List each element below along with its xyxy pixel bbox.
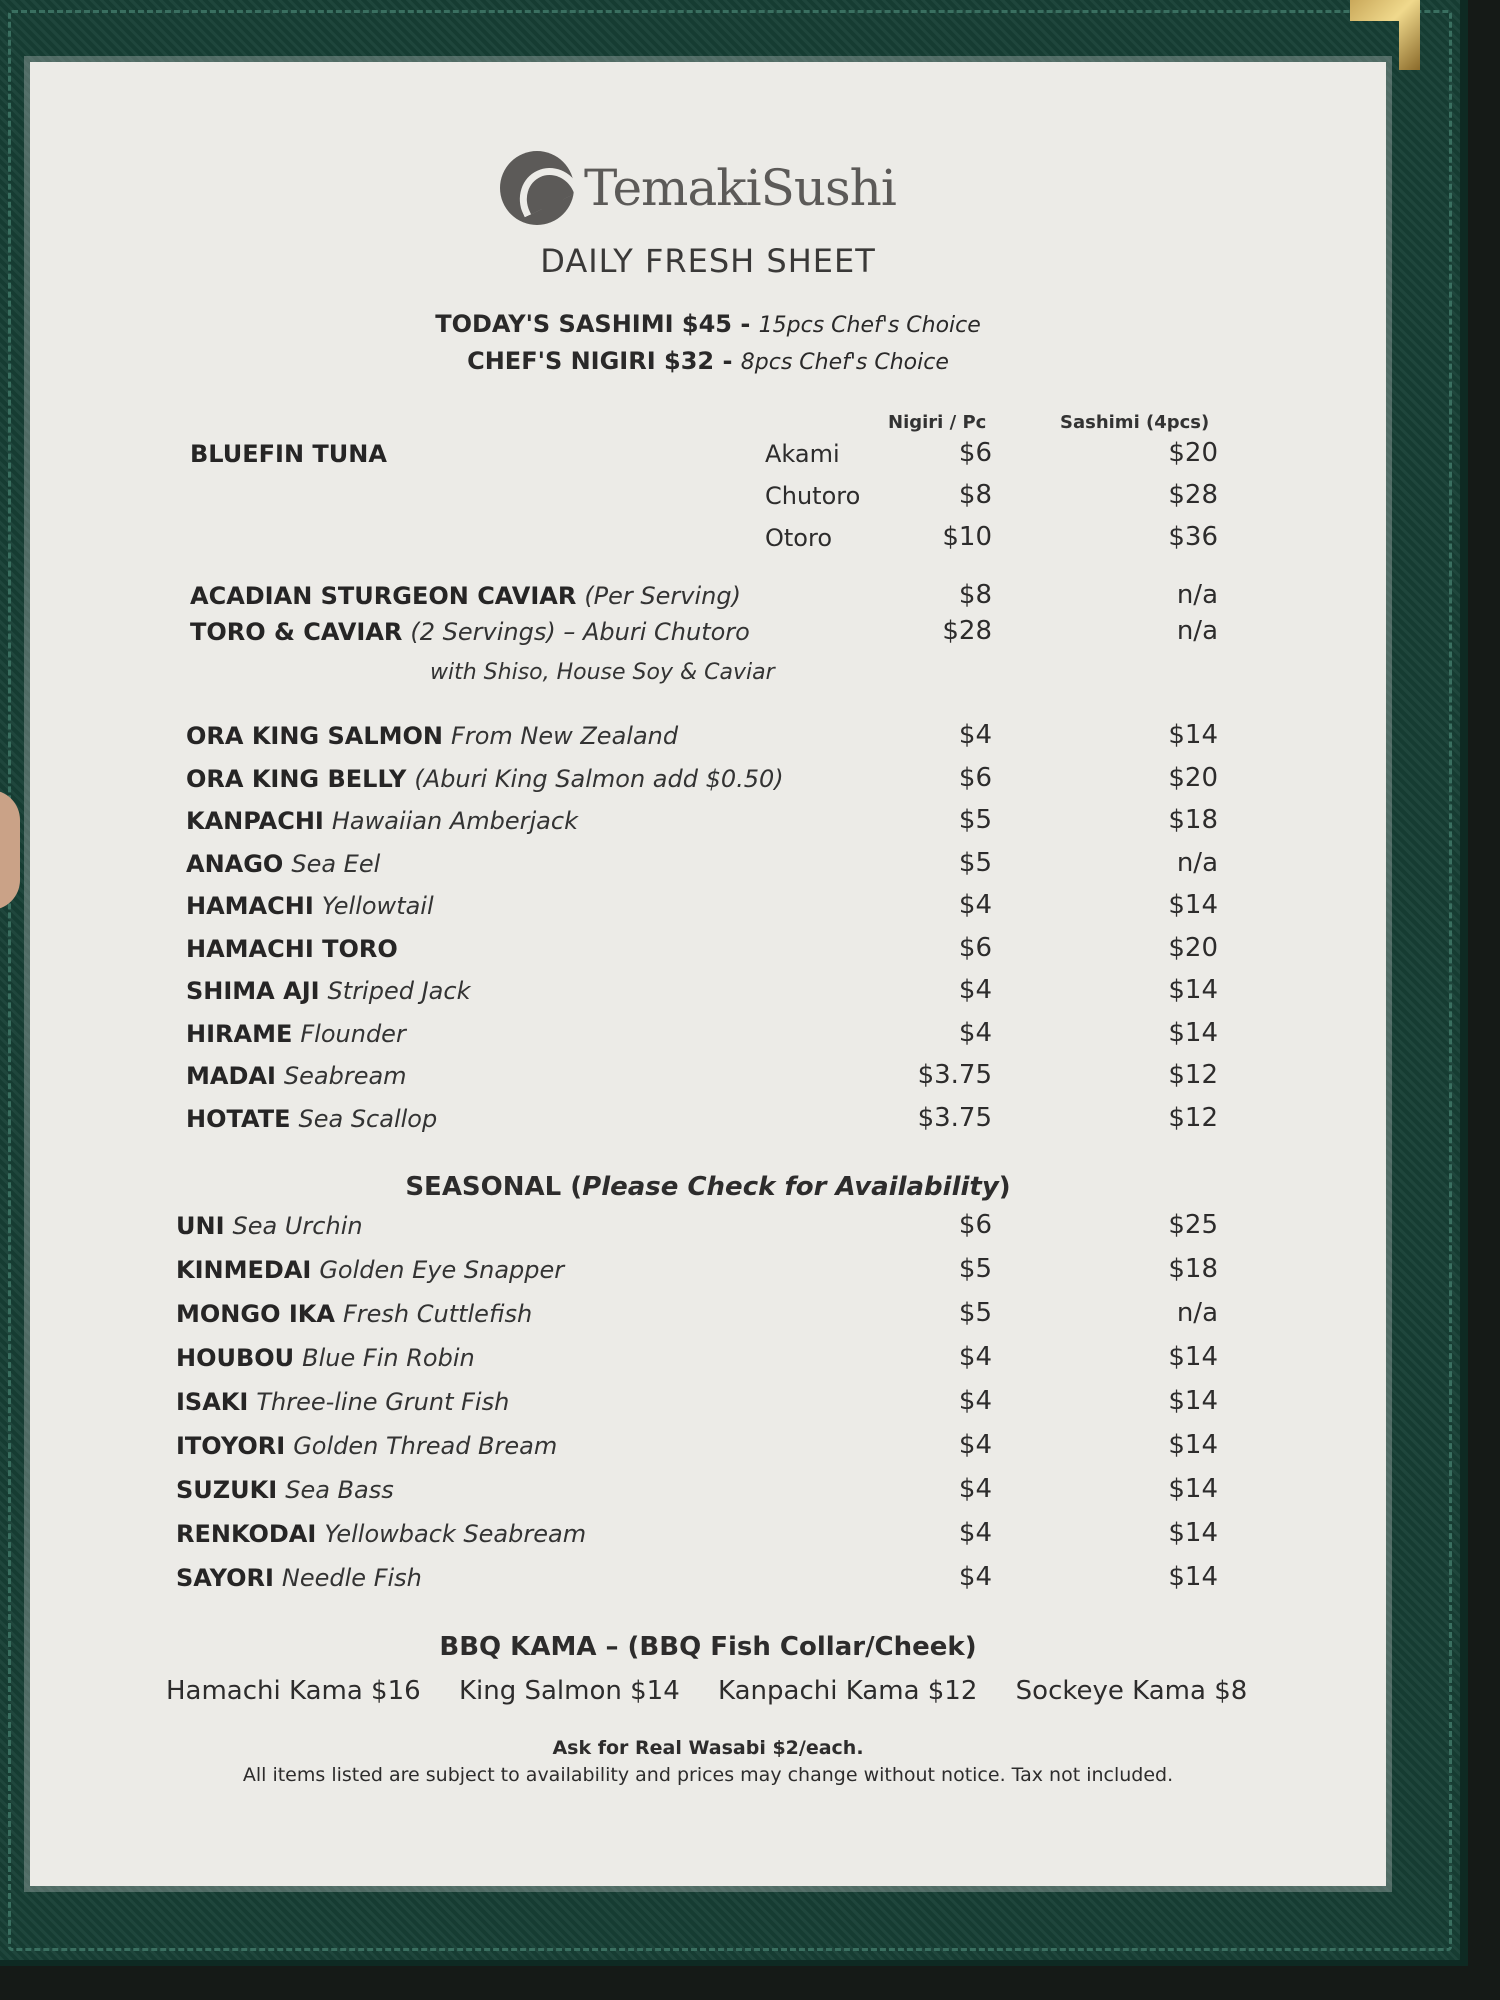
item-title: SHIMA AJI	[186, 977, 320, 1005]
logo-icon	[500, 151, 574, 225]
item-name	[186, 1020, 406, 1048]
nigiri-price: $6	[958, 1210, 992, 1240]
sashimi-price: n/a	[1176, 580, 1218, 610]
item-name	[186, 977, 470, 1005]
item-name	[176, 1212, 363, 1240]
bbq-heading: BBQ KAMA – (BBQ Fish Collar/Cheek)	[439, 1632, 977, 1662]
item-desc: Blue Fin Robin	[302, 1344, 475, 1372]
sashimi-price: $14	[1168, 890, 1218, 920]
item-name	[176, 1344, 475, 1372]
nigiri-price: $4	[958, 1386, 992, 1416]
item-title: HAMACHI	[186, 892, 314, 920]
nigiri-price: $3.75	[917, 1060, 992, 1090]
item-title: ITOYORI	[176, 1432, 286, 1460]
item-desc: Fresh Cuttlefish	[342, 1300, 533, 1328]
special-label: TODAY'S SASHIMI $45 -	[435, 310, 751, 338]
item-desc: (Aburi King Salmon add $0.50)	[414, 764, 784, 793]
nigiri-price: $5	[958, 847, 992, 878]
item-desc: Sea Urchin	[232, 1212, 363, 1240]
item-desc: Yellowback Seabream	[324, 1520, 587, 1548]
seasonal-heading: SEASONAL (Please Check for Availability)	[405, 1172, 1011, 1202]
item-desc: From New Zealand	[451, 722, 679, 750]
bluefin-cut-name: Chutoro	[765, 482, 861, 510]
nigiri-price: $4	[958, 975, 992, 1005]
sashimi-price: $18	[1168, 805, 1218, 835]
bluefin-tuna-name: BLUEFIN TUNA	[190, 440, 387, 468]
item-name	[190, 618, 750, 646]
item-desc: Sea Eel	[291, 849, 381, 878]
logo-text: TemakiSushi	[584, 159, 896, 217]
sashimi-price: n/a	[1176, 847, 1218, 878]
item-name	[186, 722, 678, 750]
item-name	[186, 892, 434, 920]
item-title: SAYORI	[176, 1564, 274, 1592]
item-name	[176, 1432, 557, 1460]
item-title: ORA KING SALMON	[186, 722, 444, 750]
column-header-nigiri: Nigiri / Pc	[888, 412, 987, 433]
item-title: KINMEDAI	[176, 1256, 312, 1284]
sashimi-price: $28	[1168, 480, 1218, 510]
item-title: TORO & CAVIAR	[190, 618, 403, 646]
nigiri-price: $4	[958, 890, 992, 920]
item-desc: (2 Servings) – Aburi Chutoro	[410, 618, 750, 646]
item-title: HAMACHI TORO	[186, 934, 398, 963]
item-desc: Golden Eye Snapper	[319, 1256, 565, 1284]
item-desc: (Per Serving)	[584, 582, 741, 610]
item-desc: Three-line Grunt Fish	[256, 1388, 510, 1416]
nigiri-price: $4	[958, 1562, 992, 1592]
nigiri-price: $5	[958, 1298, 992, 1328]
item-name	[176, 1300, 532, 1328]
restaurant-logo	[500, 148, 920, 228]
item-title: SUZUKI	[176, 1476, 278, 1504]
item-title: HOTATE	[186, 1104, 291, 1133]
item-name	[176, 1476, 394, 1504]
wasabi-note: Ask for Real Wasabi $2/each.	[552, 1737, 864, 1759]
item-name	[190, 582, 741, 610]
special-label: CHEF'S NIGIRI $32 -	[467, 347, 733, 375]
item-desc: Golden Thread Bream	[293, 1432, 558, 1460]
bluefin-cut-name: Otoro	[765, 524, 833, 552]
fresh-sheet-paper	[30, 62, 1386, 1886]
nigiri-price: $5	[958, 805, 992, 835]
item-desc: Hawaiian Amberjack	[331, 807, 578, 835]
item-title: MADAI	[186, 1062, 276, 1090]
sashimi-price: $14	[1168, 1017, 1218, 1048]
sashimi-price: $36	[1168, 522, 1218, 552]
sashimi-price: $18	[1168, 1254, 1218, 1284]
special-desc: 8pcs Chef's Choice	[740, 350, 949, 375]
sashimi-price: $20	[1168, 932, 1218, 963]
item-name	[176, 1564, 422, 1592]
nigiri-price: $5	[958, 1254, 992, 1284]
item-desc: Sea Scallop	[298, 1104, 438, 1133]
caviar-note: with Shiso, House Soy & Caviar	[430, 660, 775, 685]
sashimi-price: $14	[1168, 1518, 1218, 1548]
item-name	[176, 1388, 509, 1416]
sashimi-price: $25	[1168, 1210, 1218, 1240]
item-name	[176, 1520, 586, 1548]
sashimi-price: n/a	[1176, 1298, 1218, 1328]
item-title: UNI	[176, 1212, 225, 1240]
nigiri-price: $4	[958, 1474, 992, 1504]
item-name	[186, 1105, 437, 1133]
item-title: ORA KING BELLY	[186, 764, 407, 793]
bbq-item: Kanpachi Kama $12	[718, 1676, 978, 1706]
sashimi-price: n/a	[1176, 616, 1218, 646]
item-name	[186, 765, 784, 793]
sashimi-price: $20	[1168, 762, 1218, 793]
sashimi-price: $14	[1168, 1342, 1218, 1372]
special-desc: 15pcs Chef's Choice	[758, 313, 981, 338]
item-name	[186, 850, 380, 878]
item-name	[186, 935, 398, 963]
bbq-item: Hamachi Kama $16	[166, 1676, 421, 1706]
bbq-items	[166, 1676, 1277, 1706]
item-title: ANAGO	[186, 849, 284, 878]
sashimi-price: $14	[1168, 1562, 1218, 1592]
nigiri-price: $4	[958, 1017, 992, 1048]
nigiri-price: $28	[942, 616, 992, 646]
item-title: HOUBOU	[176, 1344, 295, 1372]
nigiri-price: $6	[958, 438, 992, 468]
nigiri-price: $3.75	[917, 1102, 992, 1133]
sashimi-price: $14	[1168, 1386, 1218, 1416]
bbq-item: King Salmon $14	[458, 1676, 680, 1706]
nigiri-price: $4	[958, 1430, 992, 1460]
bluefin-cut-name: Akami	[765, 440, 840, 468]
special-nigiri	[30, 347, 1386, 375]
nigiri-price: $8	[958, 480, 992, 510]
holding-finger	[0, 790, 20, 910]
sashimi-price: $14	[1168, 975, 1218, 1005]
item-name	[176, 1256, 564, 1284]
sheet-title: DAILY FRESH SHEET	[540, 242, 876, 280]
item-title: MONGO IKA	[176, 1300, 335, 1328]
special-sashimi	[30, 310, 1386, 338]
sashimi-price: $20	[1168, 438, 1218, 468]
column-header-sashimi: Sashimi (4pcs)	[1060, 412, 1210, 433]
item-title: ISAKI	[176, 1388, 249, 1416]
item-title: RENKODAI	[176, 1520, 317, 1548]
nigiri-price: $6	[958, 932, 992, 963]
item-title: KANPACHI	[186, 807, 324, 835]
item-title: HIRAME	[186, 1019, 293, 1048]
item-desc: Needle Fish	[281, 1564, 422, 1592]
nigiri-price: $4	[958, 1518, 992, 1548]
nigiri-price: $4	[958, 1342, 992, 1372]
item-desc: Seabream	[283, 1062, 407, 1090]
nigiri-price: $8	[958, 580, 992, 610]
nigiri-price: $6	[958, 762, 992, 793]
item-desc: Sea Bass	[285, 1476, 394, 1504]
item-desc: Yellowtail	[321, 892, 434, 920]
item-desc: Flounder	[300, 1019, 406, 1048]
item-title: ACADIAN STURGEON CAVIAR	[190, 582, 577, 610]
item-name	[186, 1062, 407, 1090]
nigiri-price: $4	[958, 720, 992, 750]
sashimi-price: $14	[1168, 1474, 1218, 1504]
sashimi-price: $12	[1168, 1102, 1218, 1133]
disclaimer: All items listed are subject to availability and prices may change without notice. Tax not included.	[242, 1764, 1174, 1786]
item-desc: Striped Jack	[327, 977, 471, 1005]
nigiri-price: $10	[942, 522, 992, 552]
sashimi-price: $14	[1168, 1430, 1218, 1460]
sashimi-price: $14	[1168, 720, 1218, 750]
item-name	[186, 807, 578, 835]
bbq-item: Sockeye Kama $8	[1015, 1676, 1248, 1706]
sashimi-price: $12	[1168, 1060, 1218, 1090]
